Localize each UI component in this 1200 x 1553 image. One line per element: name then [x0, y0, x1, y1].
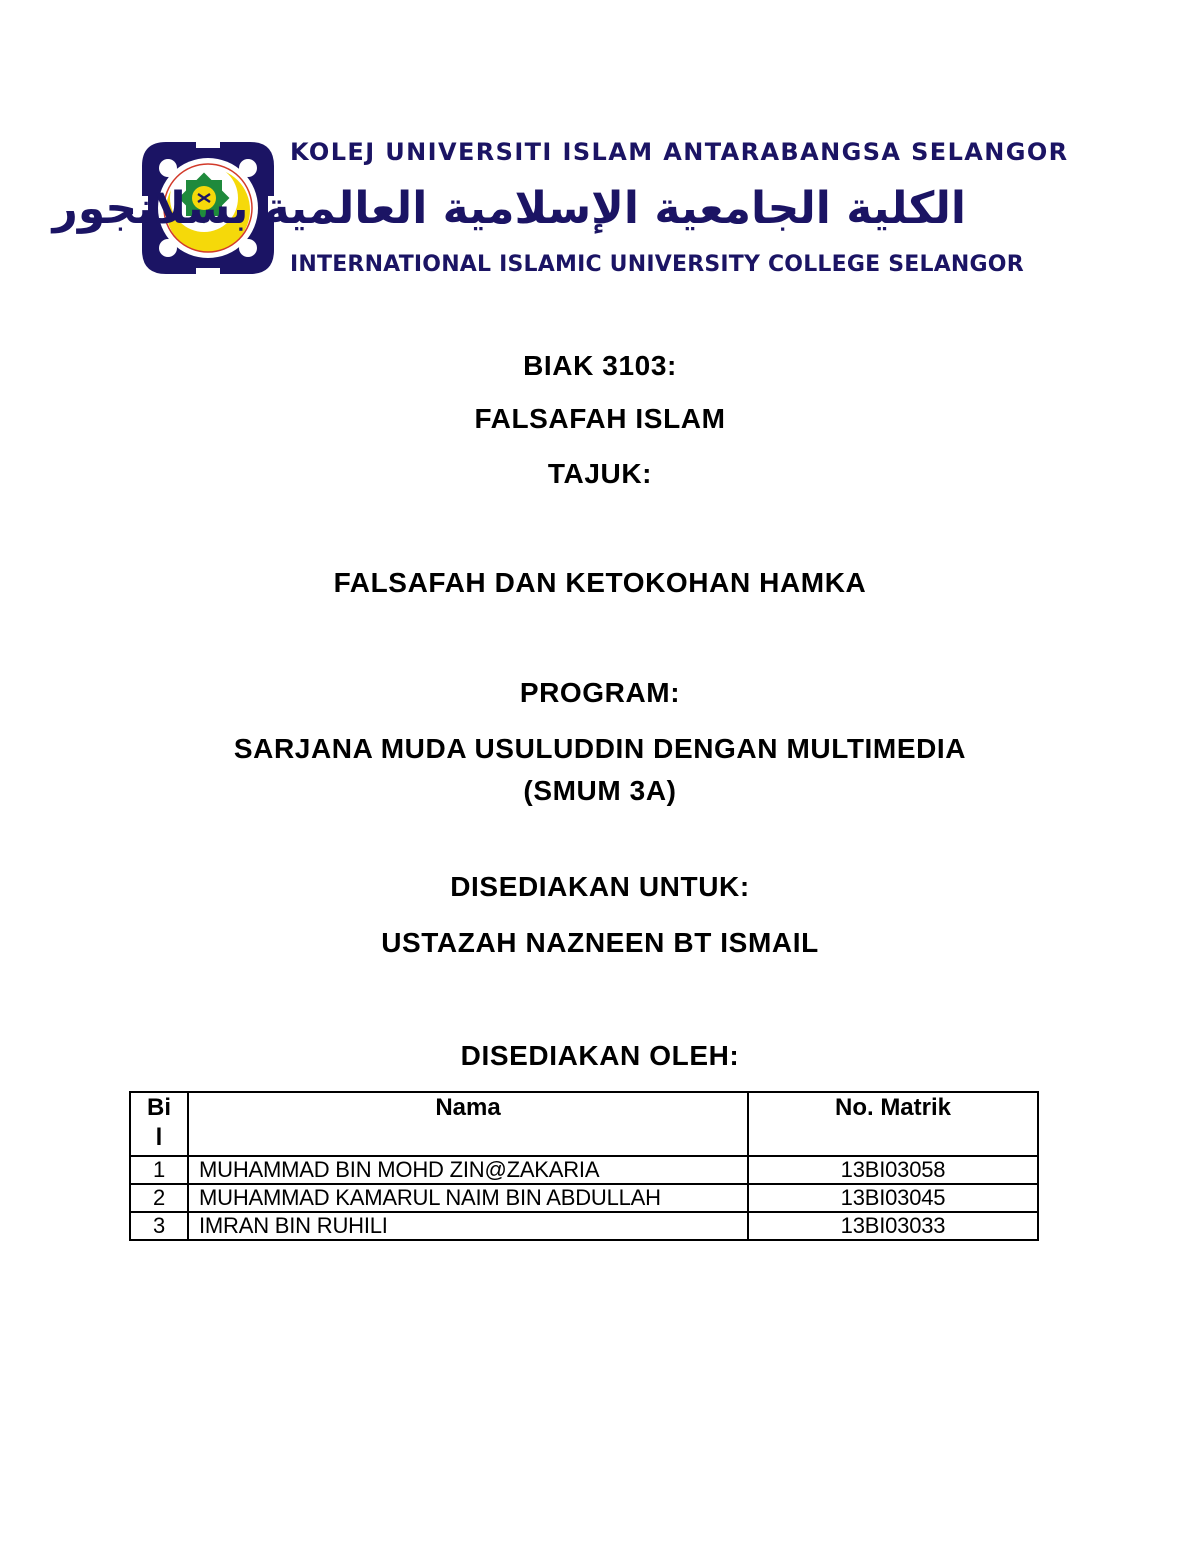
program-name: SARJANA MUDA USULUDDIN DENGAN MULTIMEDIA — [233, 733, 967, 764]
header-bil-part-1: Bi — [147, 1094, 171, 1121]
header-bil-part-2: l — [155, 1124, 163, 1151]
row-nama: IMRAN BIN RUHILI — [188, 1212, 748, 1240]
logo-text-malay: KOLEJ UNIVERSITI ISLAM ANTARABANGSA SELANGOR — [290, 138, 1069, 166]
logo-text-arabic: الكلية الجامعية الإسلامية العالمية بسلانجور — [52, 183, 966, 234]
course-code: BIAK 3103: — [523, 350, 677, 381]
table-header-row — [130, 1092, 1038, 1156]
tajuk-title: FALSAFAH DAN KETOKOHAN HAMKA — [333, 567, 867, 598]
logo-text-english: INTERNATIONAL ISLAMIC UNIVERSITY COLLEGE SELANGOR — [290, 252, 1024, 277]
header-matrik: No. Matrik — [748, 1092, 1038, 1156]
program-label: PROGRAM: — [519, 677, 681, 708]
prepared-by-label: DISEDIAKAN OLEH: — [460, 1040, 740, 1071]
row-nama: MUHAMMAD BIN MOHD ZIN@ZAKARIA — [188, 1156, 748, 1184]
row-matrik: 13BI03058 — [748, 1156, 1038, 1184]
tajuk-label: TAJUK: — [547, 458, 653, 489]
row-nama: MUHAMMAD KAMARUL NAIM BIN ABDULLAH — [188, 1184, 748, 1212]
row-matrik: 13BI03033 — [748, 1212, 1038, 1240]
row-bil: 1 — [130, 1156, 188, 1184]
university-logo — [52, 138, 1069, 278]
course-name: FALSAFAH ISLAM — [474, 403, 726, 434]
members-table — [129, 1091, 1039, 1241]
lecturer-name: USTAZAH NAZNEEN BT ISMAIL — [381, 927, 819, 958]
row-bil: 2 — [130, 1184, 188, 1212]
prepared-for-label: DISEDIAKAN UNTUK: — [450, 871, 750, 902]
header-nama: Nama — [188, 1092, 748, 1156]
program-code: (SMUM 3A) — [523, 775, 677, 806]
table-row — [130, 1156, 1038, 1184]
header-bil — [130, 1092, 188, 1156]
table-row — [130, 1212, 1038, 1240]
row-bil: 3 — [130, 1212, 188, 1240]
table-row — [130, 1184, 1038, 1212]
row-matrik: 13BI03045 — [748, 1184, 1038, 1212]
